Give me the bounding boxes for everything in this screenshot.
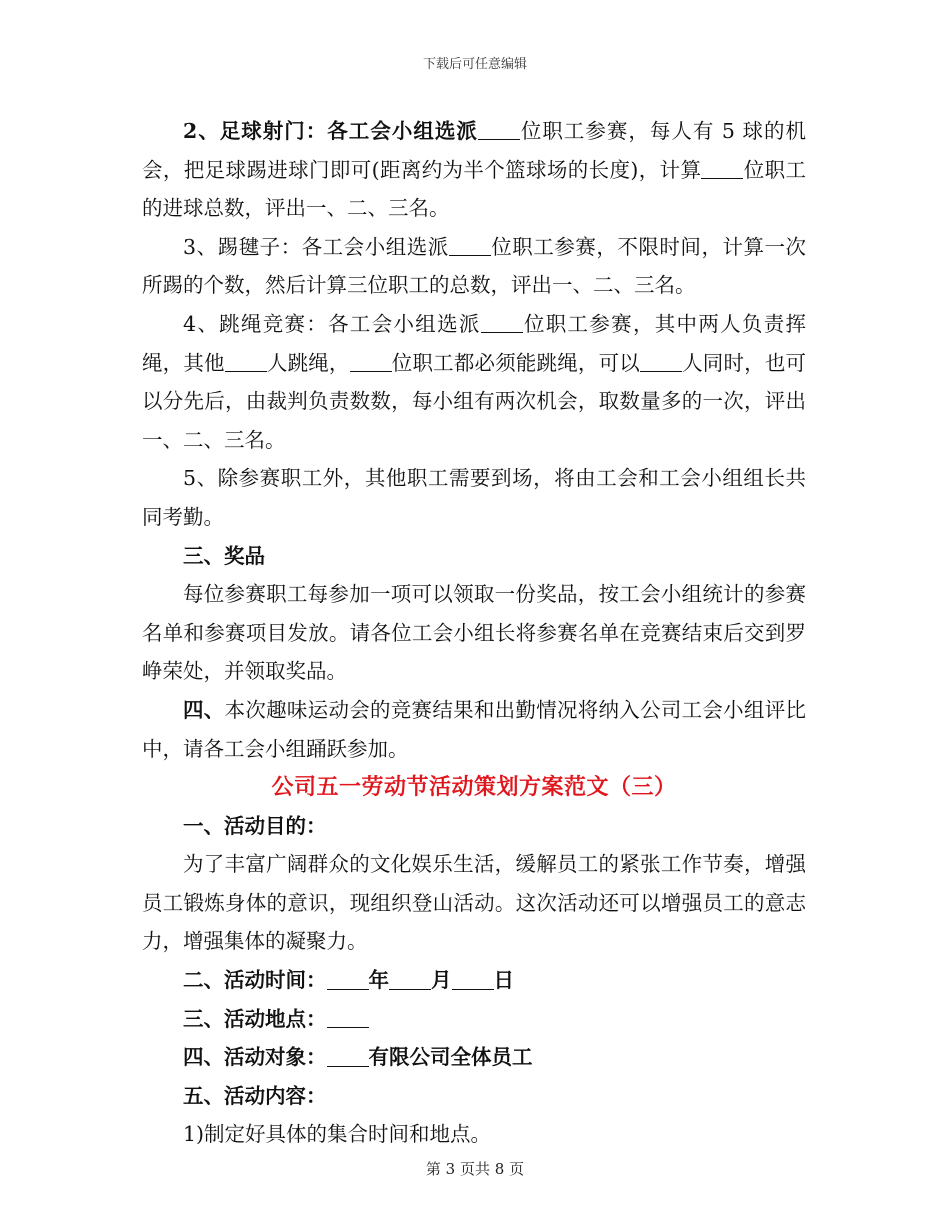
- item-football-mid: 位职工参赛，每人有 5 球的机会，把足球踢进球门即可(距离约为半个篮球场的长度)，计算: [142, 119, 806, 182]
- item-shuttlecock-lead: 3、踢毽子：各工会小组选派: [183, 234, 449, 259]
- prize-heading: 三、奖品: [183, 543, 265, 568]
- blank-line: [225, 351, 267, 373]
- item-rope-b: 位职工参赛，其中两人负责挥绳，其他: [142, 311, 807, 375]
- time-label: 二、活动时间：: [183, 968, 327, 993]
- item-football-end: 位职工的进球总数，评出一、二、三名。: [142, 157, 807, 221]
- item-rope-lead: 4、跳绳竞赛：各工会小组选派: [183, 311, 481, 336]
- purpose-text: 为了丰富广阔群众的文化娱乐生活，缓解员工的紧张工作节奏，增强员工锻炼身体的意识，现组织登山活动。这次活动还可以增强员工的意志力，增强集体的凝聚力。: [142, 852, 806, 954]
- blank-line: [478, 119, 520, 141]
- item-rope: [142, 305, 806, 459]
- content-heading: 五、活动内容：: [183, 1083, 327, 1108]
- target-label: 四、活动对象：: [183, 1045, 327, 1070]
- content-item-1: 1)制定好具体的集合时间和地点。: [183, 1122, 492, 1147]
- blank-line: [327, 1045, 369, 1067]
- item-shuttlecock-end: 位职工参赛，不限时间，计算一次所踢的个数，然后计算三位职工的总数，评出一、二、三名。: [142, 234, 807, 298]
- item-attendance: 5、除参赛职工外，其他职工需要到场，将由工会和工会小组组长共同考勤。: [142, 466, 806, 529]
- place-line: [142, 1000, 806, 1039]
- blank-line: [481, 312, 523, 334]
- target-line: [142, 1038, 806, 1077]
- blank-line: [449, 235, 491, 257]
- item-shuttlecock: [142, 228, 806, 305]
- blank-line: [640, 351, 682, 373]
- item-football: [142, 112, 806, 228]
- document-body: [142, 112, 806, 1154]
- blank-line: [350, 351, 392, 373]
- blank-line: [452, 968, 494, 990]
- time-day: 日: [493, 968, 514, 993]
- blank-line: [389, 968, 431, 990]
- evaluation-paragraph: [142, 691, 806, 768]
- page-footer: 第 3 页共 8 页: [425, 1160, 525, 1178]
- prize-text: 每位参赛职工每参加一项可以领取一份奖品，按工会小组统计的参赛名单和参赛项目发放。请各位工会小组长将参赛名单在竞赛结束后交到罗峥荣处，并领取奖品。: [142, 582, 806, 684]
- evaluation-label: 四、: [183, 697, 225, 722]
- target-text: 有限公司全体员工: [368, 1045, 533, 1070]
- page-header: 下载后可任意编辑: [422, 57, 527, 72]
- item-rope-d: 位职工都必须能跳绳，可以: [391, 350, 640, 375]
- blank-line: [327, 968, 369, 990]
- plan-title: 公司五一劳动节活动策划方案范文（三）: [271, 774, 677, 801]
- evaluation-text: 本次趣味运动会的竞赛结果和出勤情况将纳入公司工会小组评比中，请各工会小组踊跃参加。: [142, 697, 807, 761]
- blank-line: [701, 158, 743, 180]
- item-rope-e: 人同时，也可以分先后，由裁判负责数数，每小组有两次机会，取数量多的一次，评出一、二、三名。: [142, 350, 807, 452]
- item-football-lead: 2、足球射门：各工会小组选派: [183, 119, 478, 143]
- purpose-heading: 一、活动目的：: [183, 813, 327, 838]
- time-month: 月: [431, 968, 452, 993]
- time-year: 年: [368, 968, 389, 993]
- place-label: 三、活动地点：: [183, 1006, 327, 1031]
- blank-line: [327, 1007, 369, 1029]
- item-rope-c: 人跳绳，: [266, 350, 350, 375]
- time-line: [142, 961, 806, 1000]
